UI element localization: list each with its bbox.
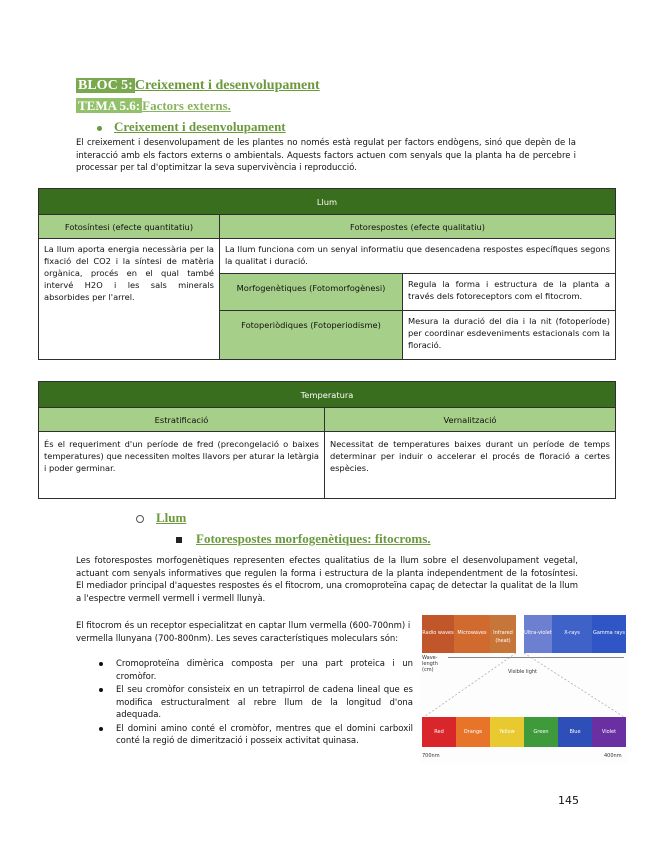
llum-table-title: Llum — [39, 189, 616, 215]
llum-col2-header: Fotorespostes (efecte qualitatiu) — [220, 215, 616, 239]
spectrum-figure — [420, 613, 628, 765]
intro-paragraph: El creixement i desenvolupament de les plantes no només està regulat per factors endògens, sinó que depèn de la interacció amb els factors externs o ambientals. Aquests factors actuen com senyals que la planta ha de percebre i processar per tal d'optimitzar la seva supervivència i reproducció. — [76, 138, 576, 173]
zoom-lines — [420, 653, 628, 717]
fotoperiodiques-label: Fotoperiòdiques (Fotoperiodisme) — [220, 311, 403, 360]
list-item: Cromoproteïna dimèrica composta per una part proteica i un cromòfor. — [96, 658, 413, 683]
fotorespostes-heading — [176, 531, 431, 547]
bloc-title: Creixement i desenvolupament — [134, 78, 320, 93]
estratificacio-header: Estratificació — [39, 408, 325, 432]
wavelength-label: Wave-length (cm) — [422, 655, 438, 673]
vernalitzacio-header: Vernalització — [325, 408, 616, 432]
fitocrom-description-block — [76, 620, 413, 645]
llum-table — [38, 188, 616, 360]
llum-title: Llum — [156, 510, 187, 525]
visible-band-blue: Blue — [558, 717, 592, 747]
estratificacio-text: És el requeriment d'un període de fred (precongelació o baixes temperatures) que necessiten moltes llavors per aturar la letàrgia i poder germinar. — [39, 432, 325, 499]
fotosintesi-text: La llum aporta energia necessària per la fixació del CO2 i la síntesi de matèria orgànica, procés en el qual també intervé H2O i les sals minerals absorbides per l'arrel. — [39, 239, 220, 360]
tema-heading — [76, 97, 231, 114]
morfogenetiques-label: Morfogenètiques (Fotomorfogènesi) — [220, 274, 403, 311]
visible-band-violet: Violet — [592, 717, 626, 747]
fitocrom-intro-block — [76, 555, 578, 605]
section-heading — [97, 118, 286, 135]
llum-col1-header: Fotosíntesi (efecte quantitatiu) — [39, 215, 220, 239]
bullet-icon — [97, 126, 102, 131]
visible-band-green: Green — [524, 717, 558, 747]
vernalitzacio-text: Necessitat de temperatures baixes durant un període de temps determinar per induir o accelerar el procés de floració a certes espècies. — [325, 432, 616, 499]
left-nm-label: 700nm — [422, 753, 440, 759]
spectrum-band-micro: Microwaves — [454, 615, 490, 653]
page-number: 145 — [558, 794, 579, 807]
fitocrom-description: El fitocrom és un receptor especialitzat en captar llum vermella (600-700nm) i vermella llunyana (700-800nm). Les seves característiques moleculars són: — [76, 621, 411, 644]
list-item: El domini amino conté el cromòfor, mentres que el domini carboxil conté la regió de dimerització i posseix activitat quinasa. — [96, 723, 413, 748]
visible-light-label: Visible light — [508, 669, 538, 675]
fitocrom-bullet-list — [96, 658, 413, 749]
fitocrom-intro-paragraph: Les fotorespostes morfogenètiques representen efectes qualitatius de la llum sobre el desenvolupament vegetal, actuant com senyals informatives que regulen la forma i estructura de la planta independentment de la fotosíntesi. El mediador principal d'aquestes respostes és el fitocrom, una cromoproteïna capaç de detectar la qualitat de la llum a l'espectre vermell vermell i vermell llunyà. — [76, 556, 578, 604]
visible-band-yellow: Yellow — [490, 717, 524, 747]
list-item: El seu cromòfor consisteix en un tetrapirrol de cadena lineal que es modifica estructuralment al rebre llum de la longitud d'ona adequada. — [96, 684, 413, 722]
tema-title: Factors externs. — [142, 98, 231, 113]
spectrum-band-gamma: Gamma rays — [592, 615, 626, 653]
temperatura-table — [38, 381, 616, 499]
square-bullet-icon — [176, 537, 182, 543]
visible-band — [516, 615, 524, 653]
morfogenetiques-text: Regula la forma i estructura de la planta a través dels fotoreceptors com el fitocrom. — [403, 274, 616, 311]
right-nm-label: 400nm — [604, 753, 622, 759]
visible-band-orange: Orange — [456, 717, 490, 747]
fotorespostes-title: Fotorespostes morfogenètiques: fitocroms. — [196, 531, 431, 546]
intro-block — [76, 137, 576, 175]
llum-heading — [136, 510, 186, 526]
spectrum-band-radio: Radio waves — [422, 615, 454, 653]
fotorespostes-text: La llum funciona com un senyal informatiu que desencadena respostes específiques segons la qualitat i duració. — [220, 239, 616, 274]
temperatura-table-title: Temperatura — [39, 382, 616, 408]
spectrum-band-xray: X-rays — [552, 615, 592, 653]
bloc-label: BLOC 5: — [78, 78, 133, 93]
spectrum-band-uv: Ultra-violet — [524, 615, 552, 653]
fotoperiodiques-text: Mesura la duració del dia i la nit (fotoperíode) per coordinar esdeveniments estacionals com la floració. — [403, 311, 616, 360]
section-title: Creixement i desenvolupament — [114, 119, 286, 134]
spectrum-band-ir: Infrared (heat) — [490, 615, 516, 653]
bloc-heading — [76, 77, 320, 95]
visible-band-red: Red — [422, 717, 456, 747]
tema-label: TEMA 5.6: — [78, 98, 141, 113]
hollow-bullet-icon — [136, 515, 144, 523]
